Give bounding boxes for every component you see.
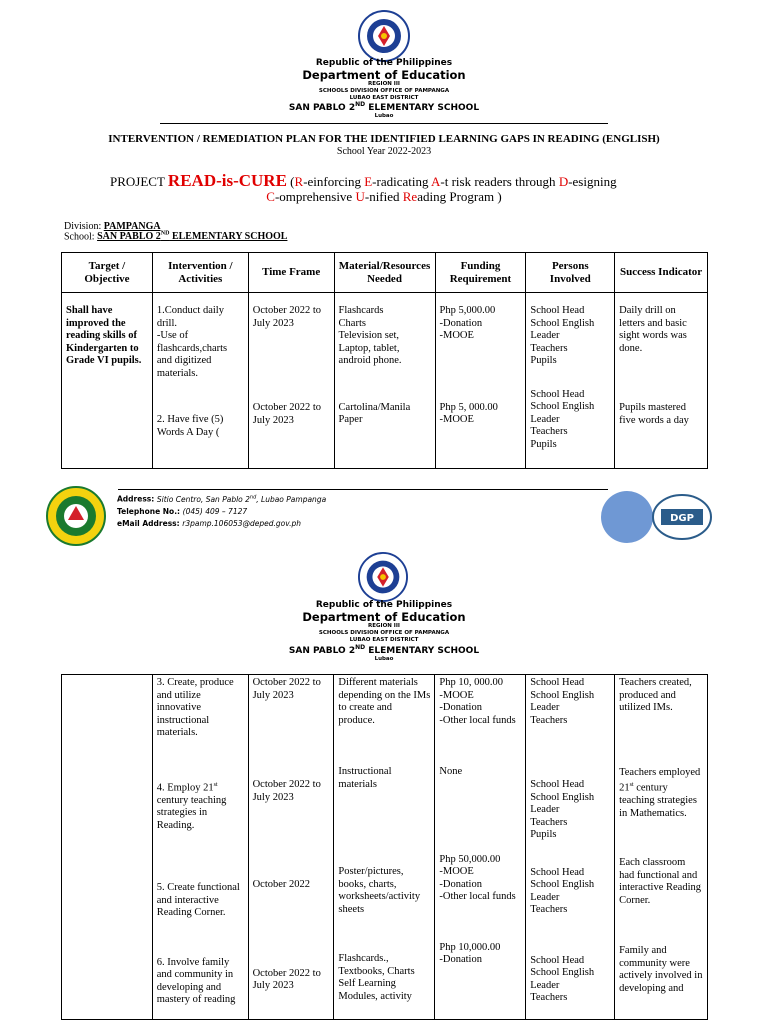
acronym-text: -t risk readers through (440, 174, 559, 189)
col-header-indicator: Success Indicator (615, 253, 708, 293)
funding-cell: Php 5,000.00 -Donation -MOOE Php 5, 000.00 -MOOE (435, 293, 526, 469)
acronym-letter: D (558, 174, 569, 189)
division-office-label-page-2: SCHOOLS DIVISION OFFICE OF PAMPANGA (318, 630, 450, 636)
acronym-text: -nified (364, 189, 403, 204)
time-cell: October 2022 to July 2023 October 2022 to July 2023 (248, 293, 334, 469)
indicator-cell: Teachers created, produced and utilized IMs. Teachers employed 21st century teaching strategies in Mathematics. Each classroom had functional and interactive Reading Corner. Family and community were actively involved in developing and (615, 675, 708, 1020)
acronym-text: ading Program ) (417, 189, 502, 204)
footer-address: Address: Sitio Centro, San Pablo 2nd, Lubao Pampanga (117, 494, 327, 504)
acronym-letter: Re (402, 189, 418, 204)
activity-cell: 1.Conduct daily drill. -Use of flashcards,charts and digitized materials. 2. Have five (5) Words A Day ( (152, 293, 248, 469)
town-label-page-2: Lubao (374, 656, 394, 662)
funding-cell: Php 10, 000.00 -MOOE -Donation -Other local funds None Php 50,000.00 -MOOE -Donation -Other local funds Php 10,000.00 -Donation (435, 675, 526, 1020)
school-line: School: SAN PABLO 2ND ELEMENTARY SCHOOL (64, 231, 288, 243)
footer-divider (118, 489, 608, 490)
republic-label-page-2: Republic of the Philippines (315, 600, 453, 610)
col-header-persons: Persons Involved (526, 253, 615, 293)
footer-phone: Telephone No.: (045) 409 – 7127 (117, 507, 248, 516)
col-header-intervention: Intervention / Activities (152, 253, 248, 293)
acronym-letter: C (266, 189, 275, 204)
acronym-text: -radicating (372, 174, 431, 189)
town-label: Lubao (374, 113, 394, 119)
indicator-cell: Daily drill on letters and basic sight words was done. Pupils mastered five words a day (615, 293, 708, 469)
certified-logo (651, 493, 713, 541)
plan-title: INTERVENTION / REMEDIATION PLAN FOR THE IDENTIFIED LEARNING GAPS IN READING (ENGLISH) (108, 133, 660, 145)
deped-seal-logo-page-2 (358, 552, 408, 602)
acronym-text: ( (286, 174, 295, 189)
school-year: School Year 2022-2023 (336, 146, 432, 157)
acronym-letter: R (294, 174, 304, 189)
persons-cell: School Head School English Leader Teachers School Head School English Leader Teachers Pupils School Head School English Leader Teachers School Head School English Leader Teachers (526, 675, 615, 1020)
acronym-letter: A (431, 174, 441, 189)
project-line-1: PROJECT READ-is-CURE (R-einforcing E-radicating A-t risk readers through D-esigning (110, 171, 617, 190)
plan-table-page-2 (61, 674, 708, 1020)
target-cell: Shall have improved the reading skills of Kindergarten to Grade VI pupils. (62, 293, 153, 469)
acronym-letter: U (355, 189, 365, 204)
district-label: LUBAO EAST DISTRICT (349, 95, 419, 101)
department-label-page-2: Department of Education (302, 610, 466, 624)
district-label-page-2: LUBAO EAST DISTRICT (349, 637, 419, 643)
project-acronym-line-2 (266, 189, 501, 204)
svg-text:DGP: DGP (670, 513, 694, 524)
republic-label: Republic of the Philippines (315, 58, 453, 68)
project-name: READ-is-CURE (167, 171, 287, 190)
school-name: SAN PABLO 2ND ELEMENTARY SCHOOL (288, 101, 480, 113)
table-row (62, 675, 708, 1020)
deped-seal-logo (358, 10, 410, 62)
footer-email: eMail Address: r3pamp.106053@deped.gov.ph (117, 519, 301, 528)
project-acronym-line-1 (287, 174, 617, 189)
target-cell-page-2 (62, 675, 153, 1020)
col-header-target: Target / Objective (62, 253, 153, 293)
plan-table-page-1 (61, 252, 708, 469)
project-line-2 (0, 189, 768, 205)
col-header-funding: Funding Requirement (435, 253, 526, 293)
region-label-page-2: REGION III (368, 623, 400, 629)
materials-cell: Different materials depending on the IMs to create and produce. Instructional materials Poster/pictures, books, charts, worksheets/activity sheets Flashcards., Textbooks, Charts Self Learning Modules, activity (334, 675, 435, 1020)
acronym-text: -omprehensive (274, 189, 356, 204)
materials-cell: Flashcards Charts Television set, Laptop, tablet, android phone. Cartolina/Manila Paper (334, 293, 435, 469)
persons-cell: School Head School English Leader Teachers Pupils School Head School English Leader Teachers Pupils (526, 293, 615, 469)
blue-circle-logo (601, 491, 653, 543)
region-label: REGION III (368, 81, 400, 87)
acronym-text: -esigning (568, 174, 617, 189)
school-name-page-2: SAN PABLO 2ND ELEMENTARY SCHOOL (288, 644, 480, 656)
acronym-letter: E (364, 174, 373, 189)
activity-cell: 3. Create, produce and utilize innovative instructional materials. 4. Employ 21st century teaching strategies in Reading. 5. Create functional and interactive Reading Corner. 6. Involve family and community in developing and mastery of reading (152, 675, 248, 1020)
header-divider (160, 123, 608, 124)
time-cell: October 2022 to July 2023 October 2022 to July 2023 October 2022 October 2022 to July 2023 (248, 675, 334, 1020)
acronym-text: -einforcing (303, 174, 365, 189)
department-label: Department of Education (302, 68, 466, 82)
col-header-materials: Material/Resources Needed (334, 253, 435, 293)
table-header-row (62, 253, 708, 293)
division-line: Division: PAMPANGA (64, 221, 161, 232)
col-header-time: Time Frame (248, 253, 334, 293)
division-office-label: SCHOOLS DIVISION OFFICE OF PAMPANGA (318, 88, 450, 94)
table-row (62, 293, 708, 469)
school-seal-logo (46, 486, 106, 546)
